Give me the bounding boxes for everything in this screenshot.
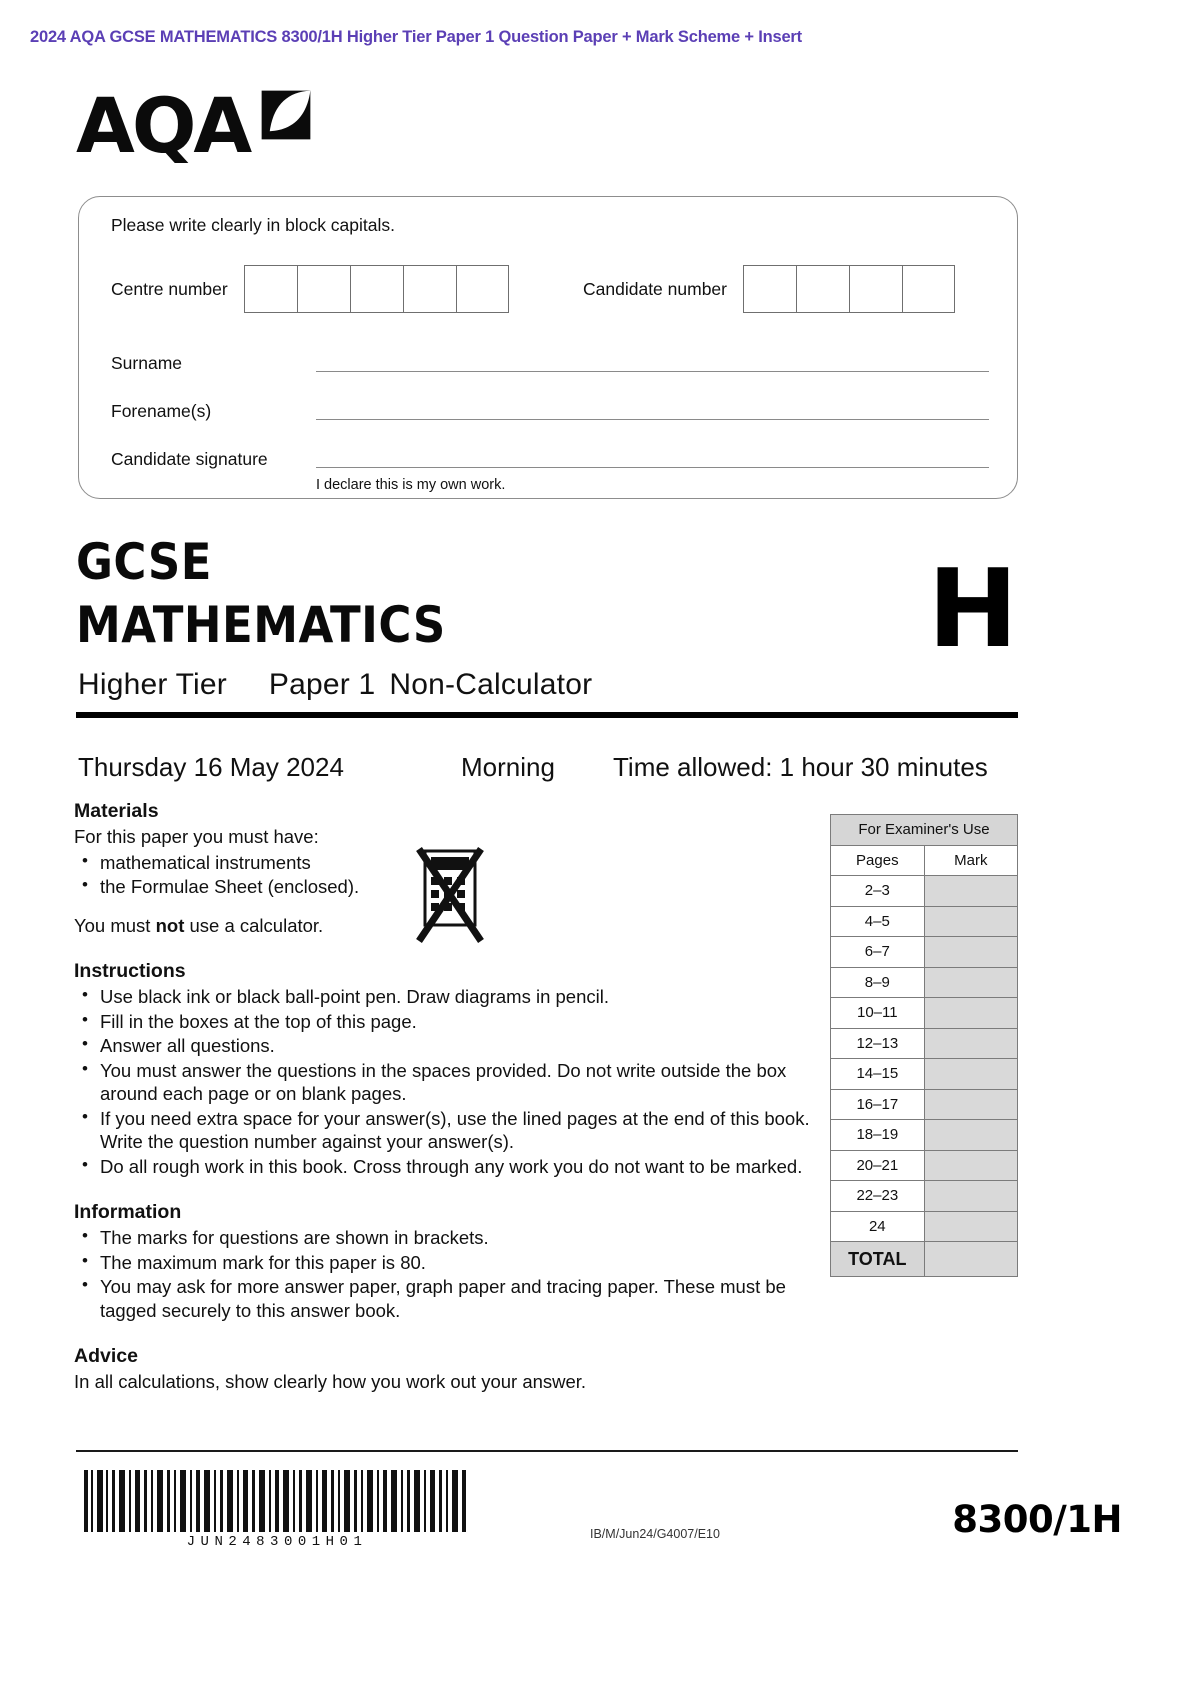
- page-heading: 2024 AQA GCSE MATHEMATICS 8300/1H Higher Tier Paper 1 Question Paper + Mark Scheme + Insert: [30, 28, 802, 46]
- pages-cell: 12–13: [831, 1028, 925, 1059]
- table-row: [831, 1181, 1018, 1212]
- calculator-note-post: use a calculator.: [184, 914, 324, 936]
- candidate-number-cell[interactable]: [849, 265, 902, 313]
- calculator-note-pre: You must: [74, 914, 156, 936]
- centre-number-row: [111, 265, 509, 313]
- pages-cell: 22–23: [831, 1181, 925, 1212]
- table-row: [831, 1059, 1018, 1090]
- list-item: • mathematical instruments: [100, 851, 814, 874]
- candidate-number-cell[interactable]: [743, 265, 796, 313]
- information-heading: Information: [74, 1201, 182, 1224]
- tier-paper-line: [78, 668, 592, 702]
- pages-cell: 14–15: [831, 1059, 925, 1090]
- calculator-note-bold: not: [155, 914, 185, 936]
- pages-cell: 2–3: [831, 876, 925, 907]
- details-note: Please write clearly in block capitals.: [111, 215, 396, 235]
- centre-number-cell[interactable]: [244, 265, 297, 313]
- candidate-number-row: [583, 265, 955, 313]
- mark-cell[interactable]: [924, 1120, 1017, 1151]
- mark-cell[interactable]: [924, 937, 1017, 968]
- column-header-mark: Mark: [924, 845, 1017, 876]
- barcode-text: JUN2483001H01: [186, 1534, 368, 1550]
- centre-number-cell[interactable]: [297, 265, 350, 313]
- mark-cell[interactable]: [924, 906, 1017, 937]
- forename-label: Forename(s): [111, 401, 212, 421]
- mark-cell[interactable]: [924, 998, 1017, 1029]
- materials-heading: Materials: [74, 800, 159, 822]
- advice-heading: Advice: [74, 1345, 138, 1368]
- title-divider: [76, 712, 1018, 718]
- pages-cell: 18–19: [831, 1120, 925, 1151]
- surname-field[interactable]: [316, 371, 989, 372]
- paper-code: 8300/1H: [952, 1498, 1122, 1541]
- instructions-heading: Instructions: [74, 960, 186, 983]
- mark-cell[interactable]: [924, 1028, 1017, 1059]
- pages-cell: 8–9: [831, 967, 925, 998]
- exam-time-allowed: Time allowed: 1 hour 30 minutes: [613, 752, 988, 782]
- list-item: • the Formulae Sheet (enclosed).: [100, 875, 814, 898]
- candidate-number-input[interactable]: [743, 265, 955, 313]
- pages-cell: 20–21: [831, 1150, 925, 1181]
- candidate-number-label: Candidate number: [583, 278, 727, 299]
- aqa-logo-text: AQA: [76, 80, 250, 170]
- list-item: • Use black ink or black ball-point pen. Draw diagrams in pencil.: [100, 985, 814, 1008]
- table-row: [831, 998, 1018, 1029]
- list-item: • Fill in the boxes at the top of this page.: [100, 1010, 814, 1033]
- list-item: • If you need extra space for your answer(s), use the lined pages at the end of this book. Write the question number against your answer(s).: [100, 1107, 814, 1154]
- pages-cell: 24: [831, 1211, 925, 1242]
- list-item: • The marks for questions are shown in brackets.: [100, 1226, 814, 1249]
- centre-number-input[interactable]: [244, 265, 509, 313]
- paper-label: Paper 1: [268, 668, 376, 701]
- centre-number-cell[interactable]: [350, 265, 403, 313]
- information-list: [74, 1226, 814, 1322]
- pages-cell: 6–7: [831, 937, 925, 968]
- total-mark-cell[interactable]: [924, 1242, 1017, 1277]
- tier-letter-badge: H: [927, 547, 1018, 672]
- candidate-number-cell[interactable]: [796, 265, 849, 313]
- qualification-title: GCSE: [76, 533, 212, 591]
- surname-label: Surname: [111, 353, 183, 373]
- table-row: [831, 1211, 1018, 1242]
- table-row: [831, 937, 1018, 968]
- centre-number-cell[interactable]: [403, 265, 456, 313]
- table-row: [831, 1028, 1018, 1059]
- centre-number-label: Centre number: [111, 278, 228, 299]
- exam-session: Morning: [461, 752, 555, 782]
- table-row: [831, 876, 1018, 907]
- candidate-number-cell[interactable]: [902, 265, 955, 313]
- table-row: [831, 906, 1018, 937]
- table-total-row: [831, 1242, 1018, 1277]
- mark-cell[interactable]: [924, 1181, 1017, 1212]
- forename-row: [111, 403, 989, 423]
- total-label: TOTAL: [831, 1242, 925, 1277]
- table-row: [831, 1089, 1018, 1120]
- table-row: [831, 967, 1018, 998]
- footer-divider: [76, 1450, 1018, 1452]
- aqa-logo: [76, 80, 315, 170]
- mark-cell[interactable]: [924, 876, 1017, 907]
- no-calculator-icon: [413, 845, 491, 945]
- pages-cell: 16–17: [831, 1089, 925, 1120]
- mark-cell[interactable]: [924, 1089, 1017, 1120]
- table-row: [831, 1120, 1018, 1151]
- list-item: • Do all rough work in this book. Cross through any work you do not want to be marked.: [100, 1155, 814, 1178]
- table-header-row: [831, 815, 1018, 846]
- exam-schedule-line: [78, 752, 1018, 783]
- signature-label: Candidate signature: [111, 449, 268, 469]
- list-item: • You may ask for more answer paper, graph paper and tracing paper. These must be tagged securely to this answer book.: [100, 1275, 814, 1322]
- forename-field[interactable]: [316, 419, 989, 420]
- pages-cell: 4–5: [831, 906, 925, 937]
- tier-label: Higher Tier: [78, 668, 227, 701]
- surname-row: [111, 355, 989, 375]
- mark-cell[interactable]: [924, 1059, 1017, 1090]
- examiner-use-table: [830, 814, 1018, 1277]
- mark-cell[interactable]: [924, 1150, 1017, 1181]
- mark-cell[interactable]: [924, 967, 1017, 998]
- list-item: • The maximum mark for this paper is 80.: [100, 1251, 814, 1274]
- signature-field[interactable]: [316, 467, 989, 468]
- signature-row: [111, 451, 989, 471]
- aqa-leaf-mark-icon: [257, 86, 315, 144]
- declaration-text: I declare this is my own work.: [316, 477, 506, 493]
- candidate-details-box: [78, 196, 1018, 499]
- exam-date: Thursday 16 May 2024: [78, 752, 344, 782]
- column-header-pages: Pages: [831, 845, 925, 876]
- advice-text: In all calculations, show clearly how you work out your answer.: [74, 1371, 587, 1393]
- list-item: • You must answer the questions in the spaces provided. Do not write outside the box around each page or on blank pages.: [100, 1059, 814, 1106]
- list-item: • Answer all questions.: [100, 1034, 814, 1057]
- table-row: [831, 1150, 1018, 1181]
- instructions-list: [74, 985, 814, 1178]
- mark-cell[interactable]: [924, 1211, 1017, 1242]
- document-code: IB/M/Jun24/G4007/E10: [590, 1527, 720, 1541]
- pages-cell: 10–11: [831, 998, 925, 1029]
- calculator-label: Non-Calculator: [389, 668, 593, 701]
- barcode-icon: [82, 1470, 472, 1532]
- examiner-table-title: For Examiner's Use: [831, 815, 1018, 846]
- centre-number-cell[interactable]: [456, 265, 509, 313]
- table-subheader-row: [831, 845, 1018, 876]
- subject-title: MATHEMATICS: [76, 596, 446, 654]
- materials-intro: For this paper you must have:: [74, 826, 319, 847]
